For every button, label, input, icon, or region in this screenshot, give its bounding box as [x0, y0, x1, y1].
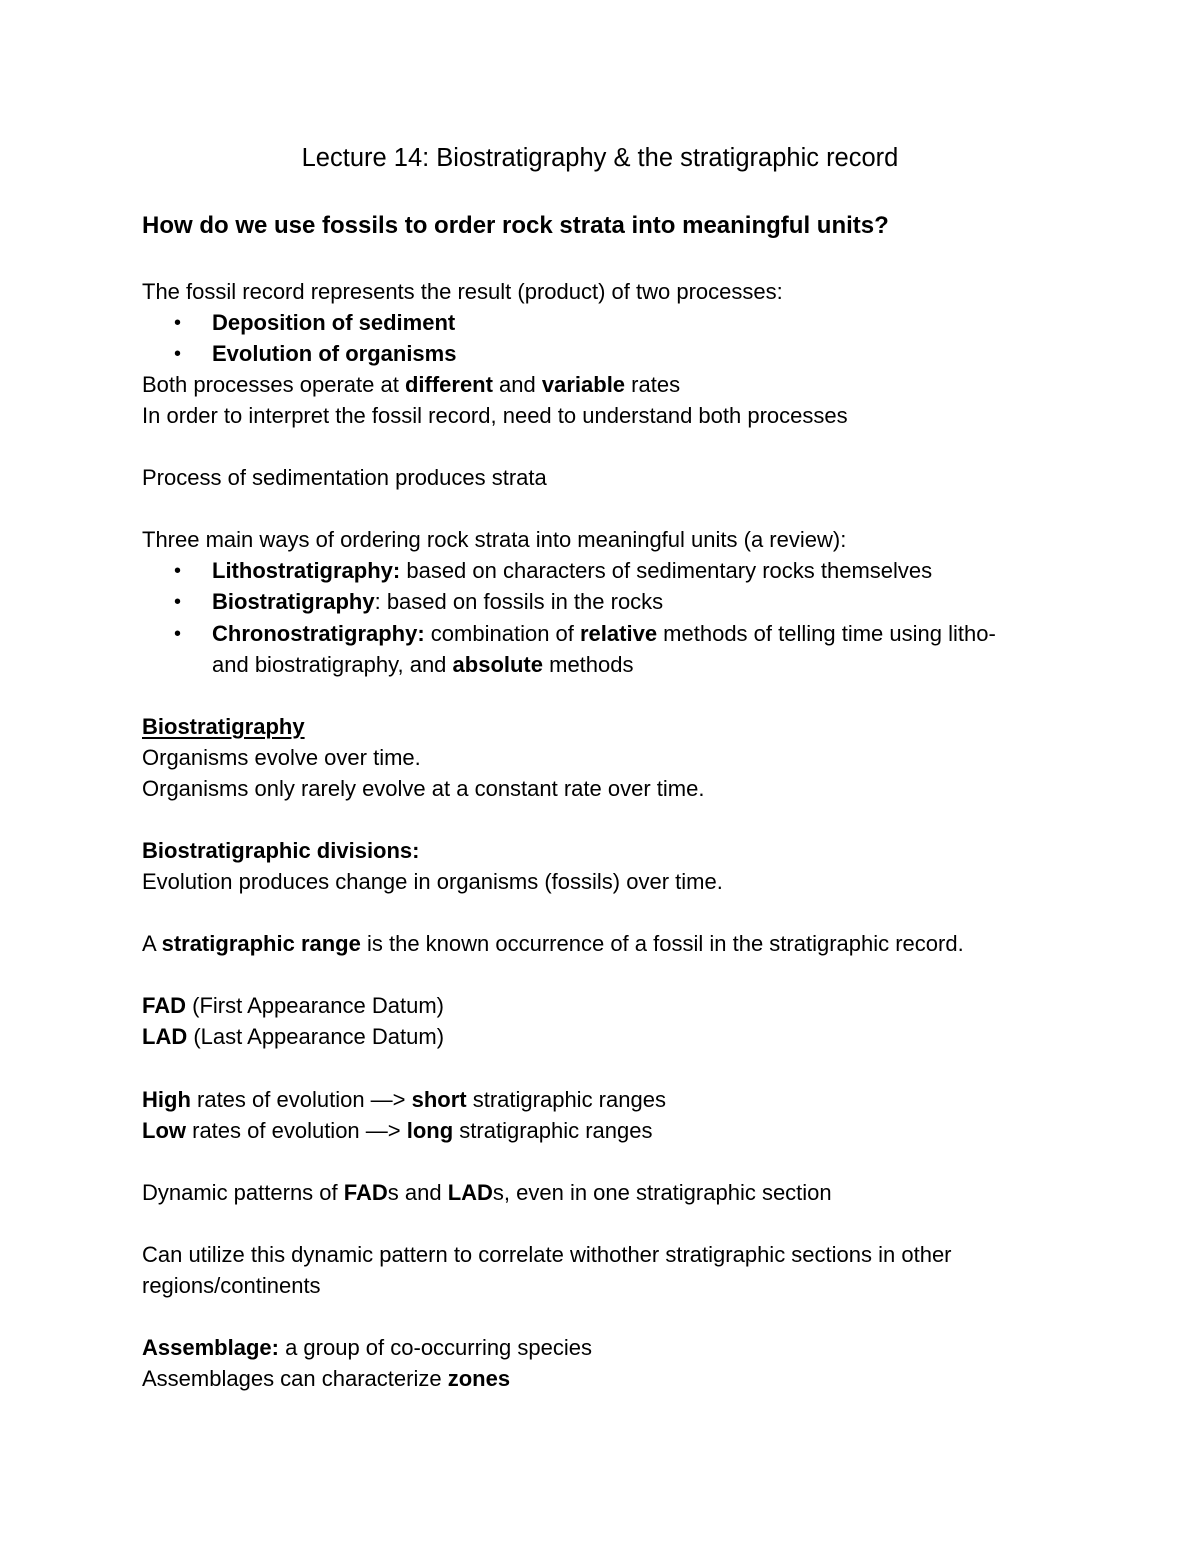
intro-text: The fossil record represents the result (product) of two processes: [142, 279, 783, 304]
section-question: How do we use fossils to order rock strata into meaningful units? [142, 212, 889, 239]
list-item: • Deposition of sediment [212, 310, 455, 336]
correlate-line-2: regions/continents [142, 1273, 321, 1298]
divisions-line-1: Evolution produces change in organisms (fossils) over time. [142, 869, 723, 894]
low-rates-text: Low rates of evolution —> long stratigraphic ranges [142, 1118, 653, 1143]
lad-text: LAD (Last Appearance Datum) [142, 1024, 445, 1049]
interpret-text: In order to interpret the fossil record, need to understand both processes [142, 403, 848, 428]
list-item: • Biostratigraphy: based on fossils in the rocks [212, 589, 663, 615]
bio-line-2: Organisms only rarely evolve at a constant rate over time. [142, 776, 705, 801]
high-rates-text: High rates of evolution —> short stratigraphic ranges [142, 1087, 666, 1112]
divisions-heading: Biostratigraphic divisions: [142, 838, 420, 863]
sedimentation-text: Process of sedimentation produces strata [142, 465, 547, 490]
rates-text: Both processes operate at different and variable rates [142, 372, 681, 397]
range-text: A stratigraphic range is the known occurrence of a fossil in the stratigraphic record. [142, 931, 964, 956]
dynamic-text: Dynamic patterns of FADs and LADs, even in one stratigraphic section [142, 1180, 832, 1205]
list-item: • Lithostratigraphy: based on characters of sedimentary rocks themselves [212, 558, 932, 584]
correlate-line-1: Can utilize this dynamic pattern to correlate withother stratigraphic sections in other [142, 1242, 952, 1267]
list-item: • Evolution of organisms [212, 341, 456, 367]
ways-text: Three main ways of ordering rock strata into meaningful units (a review): [142, 527, 847, 552]
list-item-continuation: and biostratigraphy, and absolute methods [212, 652, 634, 677]
page-title: Lecture 14: Biostratigraphy & the stratigraphic record [301, 144, 899, 172]
assemblage-text: Assemblage: a group of co-occurring species [142, 1335, 593, 1360]
section-heading-biostratigraphy: Biostratigraphy [142, 714, 305, 739]
bio-line-1: Organisms evolve over time. [142, 745, 421, 770]
fad-text: FAD (First Appearance Datum) [142, 993, 444, 1018]
zones-text: Assemblages can characterize zones [142, 1366, 511, 1391]
list-item: • Chronostratigraphy: combination of relative methods of telling time using litho- [212, 621, 996, 647]
